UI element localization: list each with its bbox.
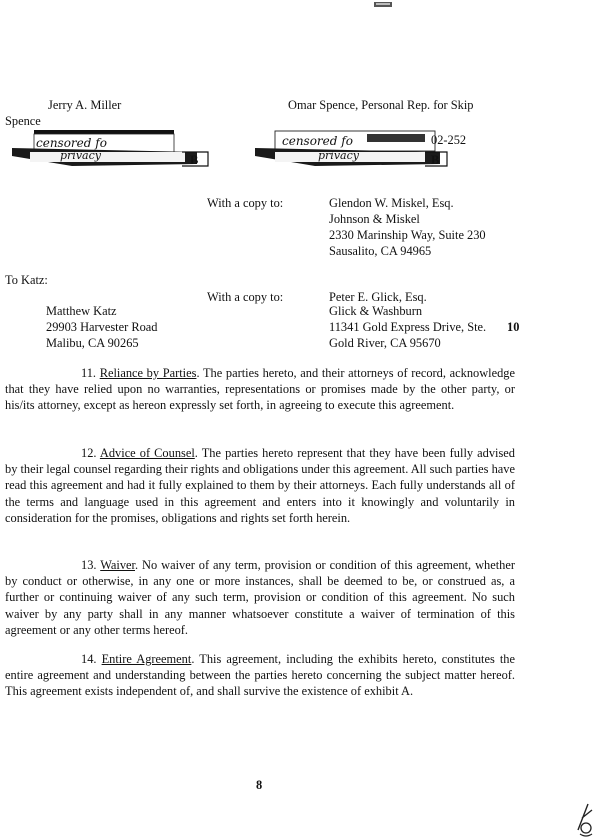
section-14-title: Entire Agreement	[101, 652, 192, 666]
copy1-line-3: 2330 Marinship Way, Suite 230	[329, 228, 486, 242]
copy2-line-4: Gold River, CA 95670	[329, 336, 441, 350]
section-11-number: 11.	[81, 366, 97, 380]
katz-line-2: 29903 Harvester Road	[46, 320, 158, 334]
redaction-right-text-2: privacy	[318, 149, 359, 162]
exhibit-b-right: B	[431, 153, 440, 167]
copy-to-label-2: With a copy to:	[207, 290, 284, 304]
redaction-right-text-1: censored fo	[282, 134, 353, 148]
party-name-spence: Spence	[5, 114, 41, 128]
section-12-title: Advice of Counsel	[99, 446, 195, 460]
copy2-line-2: Glick & Washburn	[329, 304, 423, 318]
to-katz-heading: To Katz:	[5, 273, 48, 287]
exhibit-b-left: B	[190, 153, 199, 167]
section-11-body: . The parties hereto, and their attorneys of record, acknowledge that they have relied upon no warranties, representations or promises made by the other party, or his/its attorney, except as hereon expressly set forth, in agreeing to execute this agreement.	[5, 366, 515, 413]
section-14-number: 14.	[81, 652, 97, 666]
copy2-line-1: Peter E. Glick, Esq.	[329, 290, 427, 304]
copy2-line-3: 11341 Gold Express Drive, Ste.	[329, 320, 487, 334]
section-12	[5, 445, 515, 526]
section-13-body: . No waiver of any term, provision or condition of this agreement, whether by conduct or otherwise, in any one or more instances, shall be deemed to be, or construed as, a further or continuing waiver of any such term, provision or condition of this agreement. No such waiver by any party shall in any manner whatsoever constitute a waiver of termination of this agreement or any other terms hereof.	[5, 558, 515, 637]
section-12-body: . The parties hereto represent that they have been fully advised by their legal counsel regarding their rights and obligations under this agreement. All such parties have read this agreement and had it fully explained to them by their attorneys. Each fully understands all of the terms and language used in this agreement and enters into it knowingly and voluntarily in consideration for the promises, obligations and rights set forth herein.	[5, 446, 516, 525]
party-name-omar: Omar Spence, Personal Rep. for Skip	[288, 98, 474, 112]
redaction-right	[255, 126, 455, 170]
page-number: 8	[256, 778, 263, 792]
section-12-number: 12.	[81, 446, 97, 460]
copy2-suite-number: 10	[507, 320, 520, 334]
katz-line-1: Matthew Katz	[46, 304, 117, 318]
section-11-title: Reliance by Parties	[99, 366, 197, 380]
copy1-line-1: Glendon W. Miskel, Esq.	[329, 196, 454, 210]
corner-doodle-mark	[568, 800, 596, 838]
katz-line-3: Malibu, CA 90265	[46, 336, 139, 350]
section-13-title: Waiver	[100, 558, 135, 572]
section-13-number: 13.	[81, 558, 97, 572]
section-11	[5, 365, 515, 414]
redaction-left-text-1: censored fo	[36, 136, 107, 150]
section-14	[5, 651, 515, 700]
copy-to-label-1: With a copy to:	[207, 196, 284, 210]
scan-mark-top	[372, 0, 396, 10]
copy1-line-2: Johnson & Miskel	[329, 212, 420, 226]
party-name-miller: Jerry A. Miller	[48, 98, 122, 112]
copy1-line-4: Sausalito, CA 94965	[329, 244, 432, 258]
section-13	[5, 557, 515, 638]
section-14-body: . This agreement, including the exhibits hereto, constitutes the entire agreement and understanding between the parties hereto concerning the subject matter hereof. This agreement exists independent of, and shall survive the existence of exhibit A.	[5, 652, 515, 699]
redaction-left-text-2: privacy	[60, 149, 101, 162]
case-number-suffix: 02-252	[431, 133, 467, 147]
